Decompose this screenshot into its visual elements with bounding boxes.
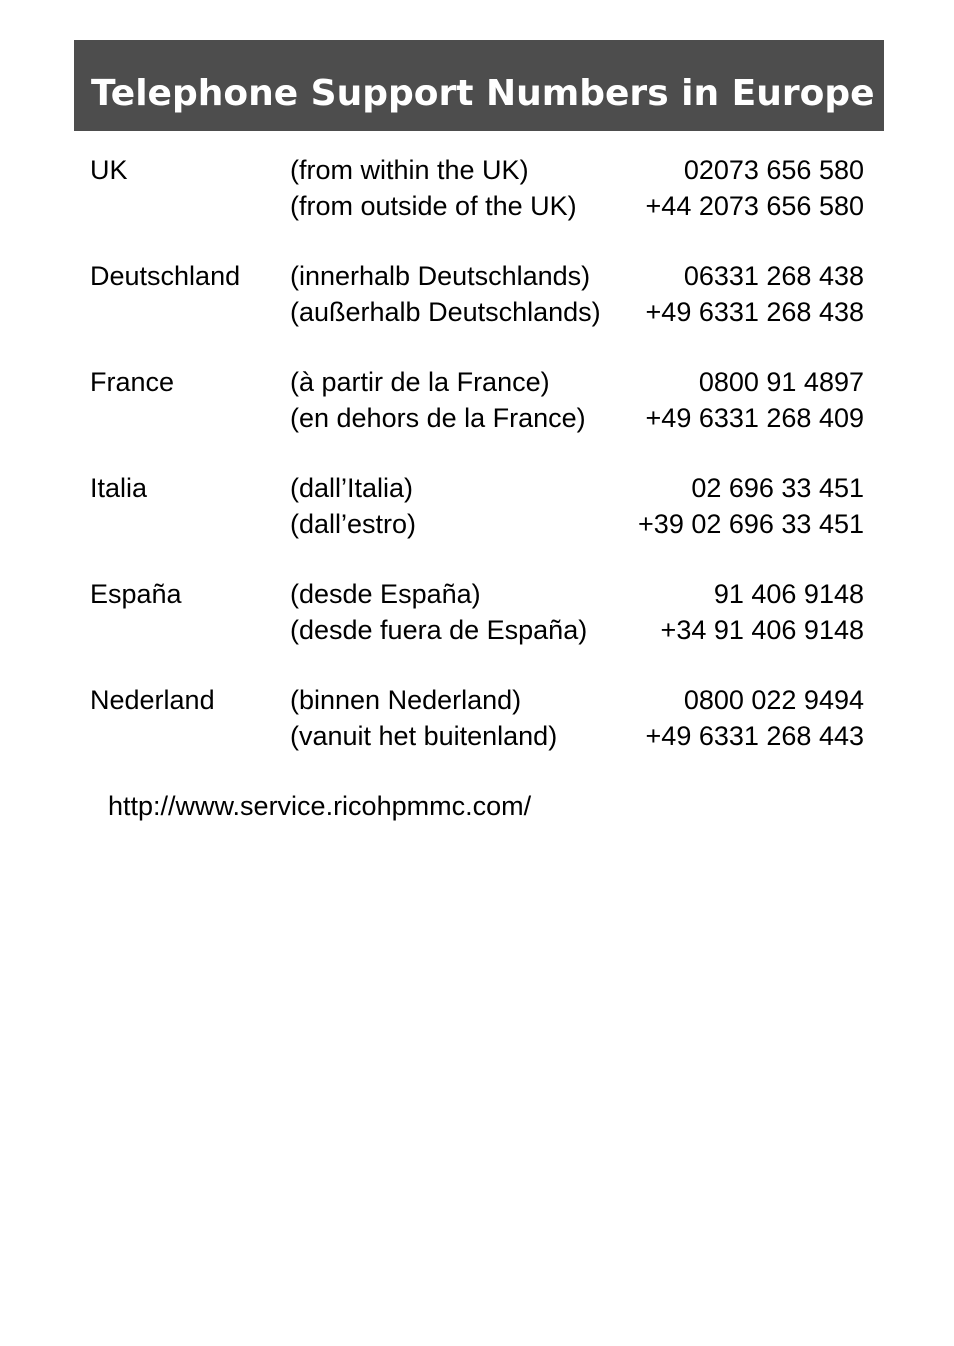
list-item	[90, 188, 864, 224]
call-scope: (from within the UK)	[290, 155, 529, 185]
country-name: France	[90, 367, 175, 397]
phone-number: 91 406 9148	[713, 579, 864, 609]
call-scope: (en dehors de la France)	[290, 403, 586, 433]
list-item	[90, 400, 864, 436]
country-block-france	[90, 364, 864, 470]
country-name: España	[90, 579, 182, 609]
list-item	[90, 258, 864, 294]
country-name: Nederland	[90, 685, 215, 715]
country-block-espana	[90, 576, 864, 682]
list-item	[90, 682, 864, 718]
list-item	[90, 612, 864, 648]
phone-number: +49 6331 268 438	[645, 297, 864, 327]
list-item	[90, 364, 864, 400]
phone-number: +44 2073 656 580	[645, 191, 864, 221]
list-item	[90, 718, 864, 754]
country-name: Deutschland	[90, 261, 241, 291]
phone-number: 02073 656 580	[683, 155, 864, 185]
list-item	[90, 470, 864, 506]
phone-number: 0800 022 9494	[683, 685, 864, 715]
list-item	[90, 506, 864, 542]
call-scope: (à partir de la France)	[290, 367, 550, 397]
title-bar	[74, 40, 884, 131]
call-scope: (innerhalb Deutschlands)	[290, 261, 591, 291]
country-block-deutschland	[90, 258, 864, 364]
phone-number: +49 6331 268 443	[645, 721, 864, 751]
phone-number: 02 696 33 451	[691, 473, 864, 503]
support-numbers-list	[90, 152, 864, 788]
list-item	[90, 294, 864, 330]
call-scope: (dall’estro)	[290, 509, 417, 539]
country-block-nederland	[90, 682, 864, 788]
phone-number: 0800 91 4897	[698, 367, 864, 397]
phone-number: +39 02 696 33 451	[638, 509, 864, 539]
page-title: Telephone Support Numbers in Europe	[91, 73, 875, 114]
phone-number: +34 91 406 9148	[660, 615, 864, 645]
call-scope: (desde España)	[290, 579, 481, 609]
call-scope: (binnen Nederland)	[290, 685, 522, 715]
call-scope: (from outside of the UK)	[290, 191, 577, 221]
website-link[interactable]: http://www.service.ricohpmmc.com/	[108, 791, 532, 821]
country-block-italia	[90, 470, 864, 576]
list-item	[90, 152, 864, 188]
country-name: UK	[90, 155, 128, 185]
call-scope: (vanuit het buitenland)	[290, 721, 558, 751]
phone-number: +49 6331 268 409	[645, 403, 864, 433]
call-scope: (außerhalb Deutschlands)	[290, 297, 601, 327]
country-block-uk	[90, 152, 864, 258]
list-item	[90, 576, 864, 612]
call-scope: (dall’Italia)	[290, 473, 414, 503]
country-name: Italia	[90, 473, 148, 503]
phone-number: 06331 268 438	[683, 261, 864, 291]
call-scope: (desde fuera de España)	[290, 615, 588, 645]
